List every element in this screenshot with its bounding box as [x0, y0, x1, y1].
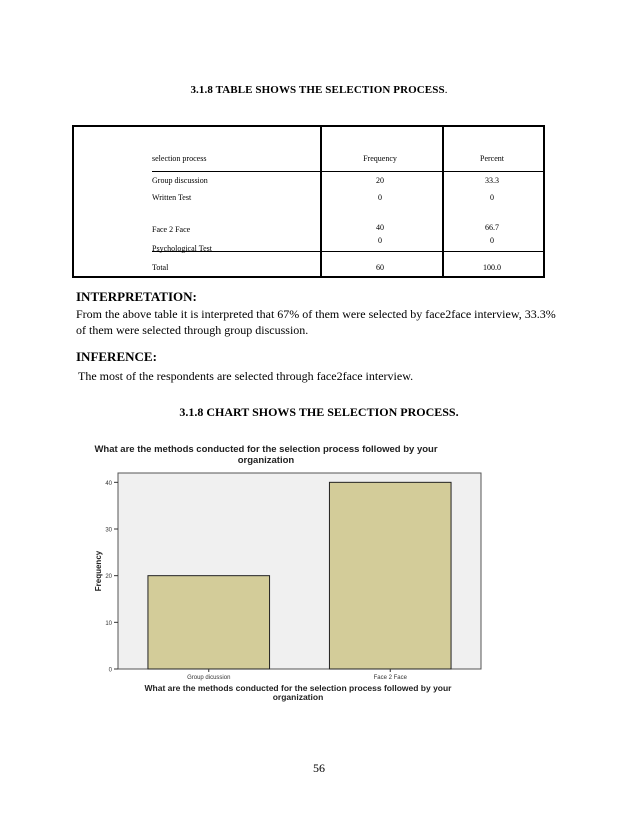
table-row-label: Total [152, 263, 169, 272]
table-left-border [72, 127, 74, 276]
table-row-percent: 0 [490, 236, 494, 245]
y-tick-label: 40 [105, 480, 112, 487]
y-tick-label: 10 [105, 620, 112, 627]
table-column-divider-2 [442, 127, 444, 276]
selection-process-table [72, 125, 545, 278]
chart-title-line: What are the methods conducted for the selection process followed by your [94, 444, 438, 455]
x-axis-label-line: What are the methods conducted for the selection process followed by your [144, 683, 452, 693]
y-tick-label: 30 [105, 527, 112, 534]
table-row-label: Group discussion [152, 176, 208, 185]
table-row-percent: 0 [490, 193, 494, 202]
table-title [0, 84, 638, 96]
x-axis-label-line: organization [272, 692, 324, 702]
table-row-frequency: 20 [376, 176, 384, 185]
table-header-divider [152, 171, 545, 172]
table-row-label: Written Test [152, 193, 192, 202]
bar-face-2-face [329, 482, 451, 669]
page-number: 56 [313, 761, 325, 775]
y-tick-label: 20 [105, 574, 112, 581]
table-header-percent: Percent [480, 154, 504, 163]
table-row-frequency: 0 [378, 236, 382, 245]
chart-caption: 3.1.8 CHART SHOWS THE SELECTION PROCESS. [179, 405, 459, 419]
table-row-percent: 100.0 [483, 263, 501, 272]
table-row-label: Psychological Test [152, 244, 212, 253]
bar-chart [90, 438, 494, 708]
inference-text: The most of the respondents are selected through face2face interview. [78, 369, 414, 383]
x-tick-label: Group dicussion [187, 675, 231, 681]
y-axis-label: Frequency [94, 550, 103, 592]
table-header-frequency: Frequency [363, 154, 397, 163]
table-title-text: 3.1.8 TABLE SHOWS THE SELECTION PROCESS [190, 84, 445, 96]
table-right-border [543, 127, 545, 276]
y-tick-label: 0 [108, 667, 112, 674]
inference-heading: INFERENCE: [76, 349, 157, 364]
chart-title-line: organization [237, 455, 295, 466]
table-row-label: Face 2 Face [152, 225, 191, 234]
table-title-dot: . [444, 84, 448, 96]
table-row-percent: 66.7 [485, 223, 499, 232]
bar-group-dicussion [148, 576, 270, 669]
table-row-percent: 33.3 [485, 176, 499, 185]
x-tick-label: Face 2 Face [373, 675, 407, 681]
table-column-divider-1 [320, 127, 322, 276]
table-row-frequency: 0 [378, 193, 382, 202]
table-row-frequency: 60 [376, 263, 384, 272]
table-header-selection-process: selection process [152, 154, 207, 163]
interpretation-heading: INTERPRETATION: [76, 289, 197, 304]
interpretation-text: From the above table it is interpreted that 67% of them were selected by face2face interview, 33.3% of them were selected through group discussion. [76, 307, 556, 337]
bar-chart-svg [90, 438, 494, 708]
table-row-frequency: 40 [376, 223, 384, 232]
